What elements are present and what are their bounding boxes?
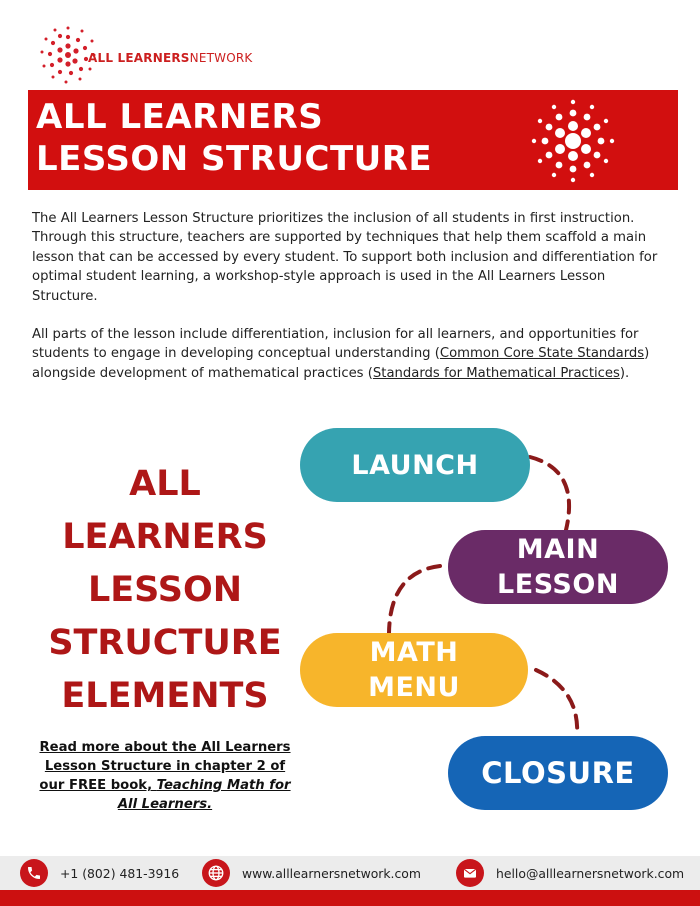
footer-email[interactable] bbox=[456, 859, 684, 887]
intro-p2-start: All parts of the lesson include differentiation, inclusion for all learners, and opportunities for students to engage in developing conceptual understanding ( bbox=[32, 327, 639, 362]
brand-name-strong: ALL LEARNERS bbox=[88, 51, 190, 65]
math-practices-link[interactable]: Standards for Mathematical Practices bbox=[372, 365, 620, 381]
launch-label: LAUNCH bbox=[351, 449, 479, 481]
intro-p2-end: ). bbox=[619, 365, 630, 381]
elements-heading-line3: LESSON bbox=[87, 570, 243, 610]
phone-icon bbox=[20, 859, 48, 887]
title-banner bbox=[28, 90, 678, 190]
intro-p2-mid: ) alongside development of mathematical practices ( bbox=[32, 346, 650, 381]
brand-name-light: NETWORK bbox=[189, 51, 253, 65]
math-menu-step bbox=[300, 633, 528, 707]
math-menu-label-2: MENU bbox=[368, 672, 460, 703]
book-title: Teaching Math for All Learners. bbox=[117, 778, 291, 812]
connector-launch-main bbox=[530, 457, 569, 530]
elements-heading bbox=[34, 458, 296, 723]
page-title-line1: ALL LEARNERS bbox=[36, 97, 324, 137]
intro-text bbox=[32, 209, 674, 402]
launch-step bbox=[300, 428, 530, 502]
main-lesson-label-1: MAIN bbox=[516, 534, 600, 565]
intro-paragraph-1: The All Learners Lesson Structure prioritizes the inclusion of all students in first instruction. Through this structure, teachers are supported by techniques that help them scaffold a main lesson that can be accessed by every student. To support both inclusion and differentiation for optimal student learning, a workshop-style approach is used in the All Learners Lesson Structure. bbox=[32, 211, 658, 304]
burst-emblem-icon bbox=[530, 98, 616, 184]
elements-heading-line4: STRUCTURE bbox=[48, 623, 282, 663]
phone-number: +1 (802) 481-3916 bbox=[60, 865, 180, 881]
footer-website[interactable] bbox=[202, 859, 421, 887]
brand-name bbox=[88, 51, 252, 65]
brand-logo bbox=[40, 24, 252, 86]
main-lesson-label-2: LESSON bbox=[497, 569, 619, 600]
page-title-line2: LESSON STRUCTURE bbox=[36, 139, 433, 179]
footer-bar bbox=[0, 890, 700, 906]
page-title bbox=[36, 96, 432, 180]
math-menu-label-1: MATH bbox=[369, 637, 459, 668]
closure-step bbox=[448, 736, 668, 810]
email-address: hello@alllearnersnetwork.com bbox=[496, 865, 685, 881]
read-more-text: Read more about the All Learners Lesson Structure in chapter 2 of our FREE book, bbox=[39, 740, 291, 793]
connector-math-closure bbox=[536, 670, 577, 736]
closure-label: CLOSURE bbox=[481, 756, 635, 790]
intro-paragraph-2 bbox=[32, 325, 674, 383]
connector-main-math bbox=[389, 566, 440, 633]
common-core-link[interactable]: Common Core State Standards bbox=[439, 346, 645, 362]
globe-icon bbox=[202, 859, 230, 887]
elements-heading-line5: ELEMENTS bbox=[61, 676, 269, 716]
contact-footer bbox=[0, 856, 700, 890]
elements-heading-line2: LEARNERS bbox=[62, 517, 268, 557]
elements-heading-line1: ALL bbox=[129, 464, 201, 504]
envelope-icon bbox=[456, 859, 484, 887]
main-lesson-step bbox=[448, 530, 668, 604]
footer-phone[interactable] bbox=[20, 859, 179, 887]
website-url: www.alllearnersnetwork.com bbox=[242, 865, 421, 881]
read-more-link[interactable] bbox=[34, 738, 296, 814]
